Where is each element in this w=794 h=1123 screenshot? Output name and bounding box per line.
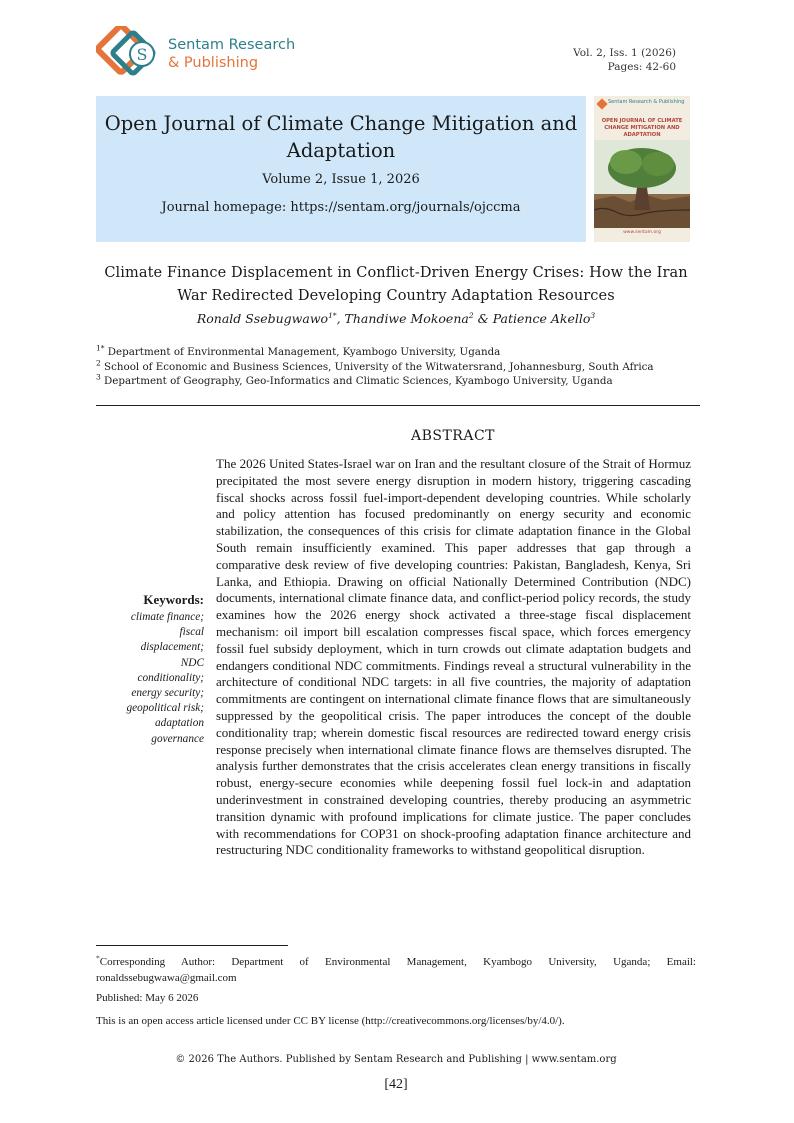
keyword-item: displacement; <box>140 641 204 654</box>
footnote-divider <box>96 945 288 946</box>
cover-title: OPEN JOURNAL OF CLIMATE CHANGE MITIGATION AND ADAPTATION <box>601 118 683 138</box>
affiliation-mark: 1* <box>96 343 105 353</box>
logo-letter: S <box>136 45 148 64</box>
keywords-heading: Keywords: <box>143 592 204 607</box>
keyword-item: geopolitical risk; <box>126 702 204 715</box>
journal-volume: Volume 2, Issue 1, 2026 <box>262 172 420 187</box>
keyword-item: governance <box>151 732 204 745</box>
abstract-text: The 2026 United States-Israel war on Iran and the resultant closure of the Strait of Hormuz precipitated the most severe energy disruption in modern history, triggering cascading fiscal shocks across fossil fuel-import-dependent developing countries. While scholarly and policy attention has focused predominantly on energy security and economic stabilization, the consequences of this crisis for climate adaptation finance in the Global South remain insufficiently examined. This paper addresses that gap through a comparative desk review of five developing countries: Pakistan, Bangladesh, Kenya, Sri Lanka, and Ethiopia. Drawing on official Nationally Determined Contribution (NDC) documents, international climate finance data, and conflict-period policy records, the study examines how the 2026 energy shock activated a three-stage fiscal displacement mechanism: oil import bill escalation compresses fiscal space, which forces emergency fossil fuel subsidy deployment, which in turn crowds out climate adaptation budgets and endangers conditional NDC commitments. Findings reveal a structural vulnerability in the architecture of conditional NDC targets: in all five countries, the majority of adaptation commitments are contingent on international climate finance flows that are simultaneously suppressed by the geopolitical crisis. The paper introduces the concept of the double conditionality trap; wherein domestic fiscal resources are redirected toward energy crisis response precisely when international climate finance flows are themselves disrupted. The analysis further demonstrates that the crisis accelerates clean energy transitions in fiscally robust, energy-secure economies while deepening fossil fuel lock-in and adaptation underinvestment in constrained developing countries, thereby producing an asymmetric transition dynamic with profound implications for climate justice. The paper concludes with recommendations for COP31 on shock-proofing adaptation finance architecture and restructuring NDC conditionality frameworks to withstand geopolitical disruption. <box>216 456 691 858</box>
affiliation-text: School of Economic and Business Sciences, University of the Witwatersrand, Johannesburg, South Africa <box>100 360 654 373</box>
affiliation-item <box>96 360 700 375</box>
issue-info <box>476 46 676 74</box>
publisher-logo <box>96 26 166 82</box>
volume-issue: Vol. 2, Iss. 1 (2026) <box>573 47 676 59</box>
author-affiliation-mark: 2 <box>468 310 474 320</box>
corresponding-author-note <box>96 954 696 986</box>
article-title: Climate Finance Displacement in Conflict-Driven Energy Crises: How the Iran War Redirected Developing Country Adaptation Resources <box>104 265 688 304</box>
copyright-line: © 2026 The Authors. Published by Sentam Research and Publishing | www.sentam.org <box>175 1054 617 1065</box>
author-list <box>96 311 696 326</box>
journal-cover-image <box>594 96 690 242</box>
corresponding-author-text: Corresponding Author: Department of Environmental Management, Kyambogo University, Uganda; Email: ronaldssebugwawa@gmail.com <box>96 956 696 984</box>
cover-url: www.sentam.org <box>623 230 661 235</box>
keyword-item: climate finance; <box>130 611 204 623</box>
keywords-list <box>100 610 204 747</box>
cover-publisher: Sentam Research & Publishing <box>608 99 685 105</box>
publisher-name-line2: & Publishing <box>168 55 259 71</box>
affiliation-mark: 3 <box>96 372 101 382</box>
keyword-item: conditionality; <box>137 671 204 684</box>
author-name: Thandiwe Mokoena <box>344 311 469 326</box>
affiliations <box>96 345 700 389</box>
affiliation-mark: 2 <box>96 358 101 368</box>
publisher-name <box>168 36 328 72</box>
author-separator: & <box>473 311 493 326</box>
keyword-item: NDC <box>180 656 204 669</box>
author-separator: , <box>336 311 345 326</box>
affiliation-item <box>96 345 700 360</box>
keyword-item: adaptation <box>155 717 204 730</box>
affiliation-text: Department of Geography, Geo-Informatics and Climatic Sciences, Kyambogo University, Uganda <box>100 375 613 387</box>
header-divider <box>96 405 700 406</box>
affiliation-text: Department of Environmental Management, Kyambogo University, Uganda <box>104 346 501 358</box>
journal-title: Open Journal of Climate Change Mitigation and Adaptation <box>104 112 578 162</box>
publisher-name-line1: Sentam Research <box>168 37 296 53</box>
journal-homepage-link[interactable]: Journal homepage: https://sentam.org/journals/ojccma <box>161 200 521 215</box>
affiliation-item <box>96 374 700 389</box>
keyword-item: fiscal <box>179 626 204 639</box>
page-number: [42] <box>384 1077 408 1092</box>
footnote-mark: * <box>96 953 100 963</box>
license-note: This is an open access article licensed under CC BY license (http://creativecommons.org/licenses/by/4.0/). <box>96 1015 565 1027</box>
abstract-heading: ABSTRACT <box>410 428 496 444</box>
keyword-item: energy security; <box>131 687 204 700</box>
author-affiliation-mark: 1* <box>328 310 337 320</box>
keywords-block <box>100 592 204 747</box>
page-range: Pages: 42-60 <box>607 61 676 73</box>
author-affiliation-mark: 3 <box>590 310 596 320</box>
cover-tree-illustration <box>594 140 690 228</box>
author-name: Ronald Ssebugwawo <box>196 311 329 326</box>
author-name: Patience Akello <box>492 311 591 326</box>
published-date: Published: May 6 2026 <box>96 992 199 1004</box>
